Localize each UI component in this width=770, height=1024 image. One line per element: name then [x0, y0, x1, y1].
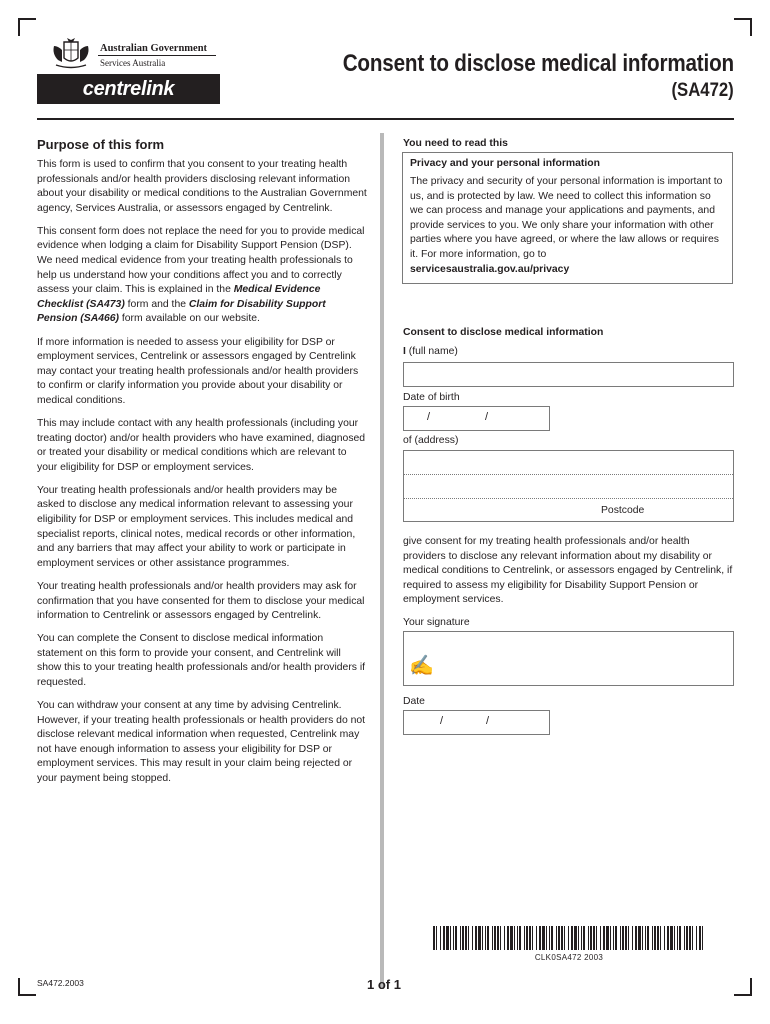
barcode-bar [517, 926, 518, 950]
barcode-bar [492, 926, 493, 950]
barcode-bar [593, 926, 595, 950]
barcode-bar [615, 926, 617, 950]
postcode-label: Postcode [601, 505, 645, 516]
barcode-bar [468, 926, 469, 950]
barcode-bar [610, 926, 611, 950]
privacy-body: The privacy and security of your personal information is important to us, and is protected by law. We need to collect this information so we can process and manage your applications and payments, and provide services to you. We only share your information with other parties where you have agreed, or where the law allows or requires it. For more information, go to [410, 176, 723, 260]
form-reference-sa466: Claim for Disability Support Pension (SA466) [37, 298, 326, 325]
form-version: SA472.2003 [37, 978, 84, 988]
purpose-section [37, 137, 367, 795]
barcode-bar [664, 926, 665, 950]
barcode-bar [677, 926, 678, 950]
barcode-bar [450, 926, 451, 950]
barcode-bar [453, 926, 454, 950]
barcode-bar [556, 926, 557, 950]
need-to-read-label: You need to read this [403, 138, 508, 149]
barcode-bar [462, 926, 464, 950]
purpose-paragraph: Your treating health professionals and/or health providers may ask for confirmation that you have consented for them to disclose your medical information to Centrelink or assessors engaged by Centrelink. [37, 580, 365, 622]
barcode [433, 926, 703, 950]
barcode-bar [635, 926, 637, 950]
date-separator: / [485, 411, 489, 423]
date-separator: / [427, 411, 431, 423]
barcode-bar [551, 926, 553, 950]
barcode-bar [500, 926, 501, 950]
barcode-bar [578, 926, 579, 950]
barcode-bar [433, 926, 435, 950]
barcode-bar [546, 926, 547, 950]
agency-name: Services Australia [100, 58, 166, 68]
barcode-bar [588, 926, 589, 950]
barcode-bar [652, 926, 653, 950]
date-of-birth-label: Date of birth [403, 392, 460, 403]
address-field[interactable] [403, 450, 734, 522]
barcode-bar [478, 926, 481, 950]
gov-divider [98, 55, 216, 56]
barcode-bar [581, 926, 582, 950]
barcode-bar [600, 926, 601, 950]
barcode-bar [485, 926, 486, 950]
barcode-bar [657, 926, 659, 950]
centrelink-logo: centrelink [37, 74, 220, 104]
form-reference-sa473: Medical Evidence Checklist (SA473) [37, 284, 321, 310]
barcode-bar [574, 926, 577, 950]
government-logo [44, 36, 214, 72]
barcode-bar [686, 926, 688, 950]
barcode-bar [497, 926, 499, 950]
page-number: 1 of 1 [367, 977, 401, 992]
barcode-bar [654, 926, 656, 950]
signature-label: Your signature [403, 617, 470, 628]
consent-heading: Consent to disclose medical information [403, 327, 604, 338]
gov-name: Australian Government [100, 43, 208, 54]
barcode-bar [504, 926, 505, 950]
barcode-bar [472, 926, 473, 950]
barcode-bar [507, 926, 509, 950]
barcode-bar [532, 926, 533, 950]
crop-mark-bottom-right [734, 978, 752, 996]
barcode-bar [536, 926, 537, 950]
barcode-bar [465, 926, 467, 950]
privacy-notice-box [402, 152, 733, 284]
barcode-bar [514, 926, 515, 950]
barcode-bar [628, 926, 629, 950]
privacy-link[interactable]: servicesaustralia.gov.au/privacy [410, 263, 570, 275]
barcode-bar [443, 926, 445, 950]
barcode-bar [625, 926, 627, 950]
barcode-bar [568, 926, 569, 950]
purpose-paragraph: This may include contact with any health professionals (including your treating doctor) and/or health providers who have examined, diagnosed or treated your disability or medical conditions which are relevant to your eligibility for DSP or employment services. [37, 418, 366, 473]
barcode-bar [510, 926, 513, 950]
barcode-bar [638, 926, 641, 950]
barcode-bar [667, 926, 669, 950]
full-name-field[interactable] [403, 362, 734, 387]
privacy-heading: Privacy and your personal information [410, 158, 600, 169]
barcode-bar [647, 926, 649, 950]
purpose-paragraph: You can withdraw your consent at any time by advising Centrelink. However, if your treating health professionals or health providers do not disclose relevant medical information when requested, Centrelink may not have enough information to assess your eligibility for DSP or employment services. This may result in your claim being rejected or your payment being stopped. [37, 700, 366, 785]
full-name-label: I (full name) [403, 346, 458, 357]
barcode-bar [622, 926, 624, 950]
header-divider [37, 118, 734, 120]
purpose-heading: Purpose of this form [37, 137, 165, 152]
purpose-paragraph: This form is used to confirm that you consent to your treating health professionals and/or health providers disclosing relevant information about your disability or medical conditions to the Australian Government agency, Services Australia, or assessors engaged by Centrelink. [37, 159, 367, 214]
barcode-bar [558, 926, 560, 950]
purpose-paragraph: Your treating health professionals and/or health providers may be asked to disclose any medical information relevant to assessing your eligibility for DSP or employment services. This includes medical and specialist reports, clinical notes, medical records or other information, and any barriers that may affect your ability to work or participate in employment services or other assistance programmes. [37, 484, 356, 569]
barcode-text: CLK0SA472 2003 [534, 953, 604, 962]
coat-of-arms-icon [50, 36, 92, 70]
barcode-bar [455, 926, 457, 950]
barcode-bar [436, 926, 437, 950]
form-code: (SA472) [671, 80, 734, 101]
crop-mark-top-right [734, 18, 752, 36]
barcode-bar [529, 926, 531, 950]
barcode-bar [526, 926, 528, 950]
date-separator: / [440, 715, 444, 727]
barcode-bar [561, 926, 563, 950]
barcode-bar [494, 926, 496, 950]
barcode-bar [542, 926, 545, 950]
barcode-bar [487, 926, 489, 950]
barcode-bar [446, 926, 449, 950]
purpose-paragraph: If more information is needed to assess your eligibility for DSP or employment services, Centrelink or assessors engaged by Centrelink may contact your treating health professionals and/or health providers to confirm or clarify information you provide about your disability or medical conditions. [37, 336, 359, 406]
consent-statement: give consent for my treating health professionals and/or health providers to disclose any relevant information about my disability or medical conditions to Centrelink, or assessors engaged by Centrelink, if required to assess my eligibility for Disability Support Pension or employment services. [403, 536, 733, 606]
barcode-bar [519, 926, 521, 950]
barcode-bar [692, 926, 693, 950]
barcode-bar [583, 926, 585, 950]
barcode-bar [699, 926, 701, 950]
barcode-bar [613, 926, 614, 950]
column-divider [380, 133, 384, 989]
barcode-bar [642, 926, 643, 950]
barcode-bar [606, 926, 609, 950]
pen-hand-icon: ✍ [409, 655, 434, 677]
barcode-bar [645, 926, 646, 950]
crop-mark-bottom-left [18, 978, 36, 996]
barcode-bar [679, 926, 681, 950]
signature-field[interactable] [403, 631, 734, 686]
date-separator: / [486, 715, 490, 727]
barcode-bar [571, 926, 573, 950]
barcode-bar [440, 926, 441, 950]
barcode-bar [482, 926, 483, 950]
date-field[interactable] [403, 710, 550, 735]
barcode-bar [475, 926, 477, 950]
address-line-divider [404, 498, 733, 499]
barcode-bar [670, 926, 673, 950]
barcode-bar [460, 926, 461, 950]
barcode-bar [660, 926, 661, 950]
purpose-paragraph: You can complete the Consent to disclose medical information statement on this form to provide your consent, and Centrelink will show this to your treating health professionals and/or health providers if requested. [37, 633, 366, 688]
date-of-birth-field[interactable] [403, 406, 550, 431]
barcode-bar [674, 926, 675, 950]
crop-mark-top-left [18, 18, 36, 36]
purpose-paragraph-evidence: This consent form does not replace the need for you to provide medical evidence when lodging a claim for Disability Support Pension (DSP). We need medical evidence from your treating health professionals to help us understand how your conditions affect you and to correctly assess your claim. This is explained in the Medical Evidence Checklist (SA473) form and the Claim for Disability Support Pension (SA466) form available on our website. [37, 225, 365, 325]
barcode-bar [603, 926, 605, 950]
address-line-divider [404, 474, 733, 475]
barcode-bar [590, 926, 592, 950]
barcode-bar [539, 926, 541, 950]
date-label: Date [403, 696, 425, 707]
barcode-bar [564, 926, 565, 950]
barcode-bar [549, 926, 550, 950]
address-label: of (address) [403, 435, 459, 446]
barcode-bar [696, 926, 697, 950]
barcode-bar [689, 926, 691, 950]
barcode-bar [596, 926, 597, 950]
barcode-bar [702, 926, 703, 950]
page-title: Consent to disclose medical information [342, 50, 734, 77]
barcode-bar [524, 926, 525, 950]
barcode-bar [632, 926, 633, 950]
barcode-bar [684, 926, 685, 950]
barcode-bar [620, 926, 621, 950]
